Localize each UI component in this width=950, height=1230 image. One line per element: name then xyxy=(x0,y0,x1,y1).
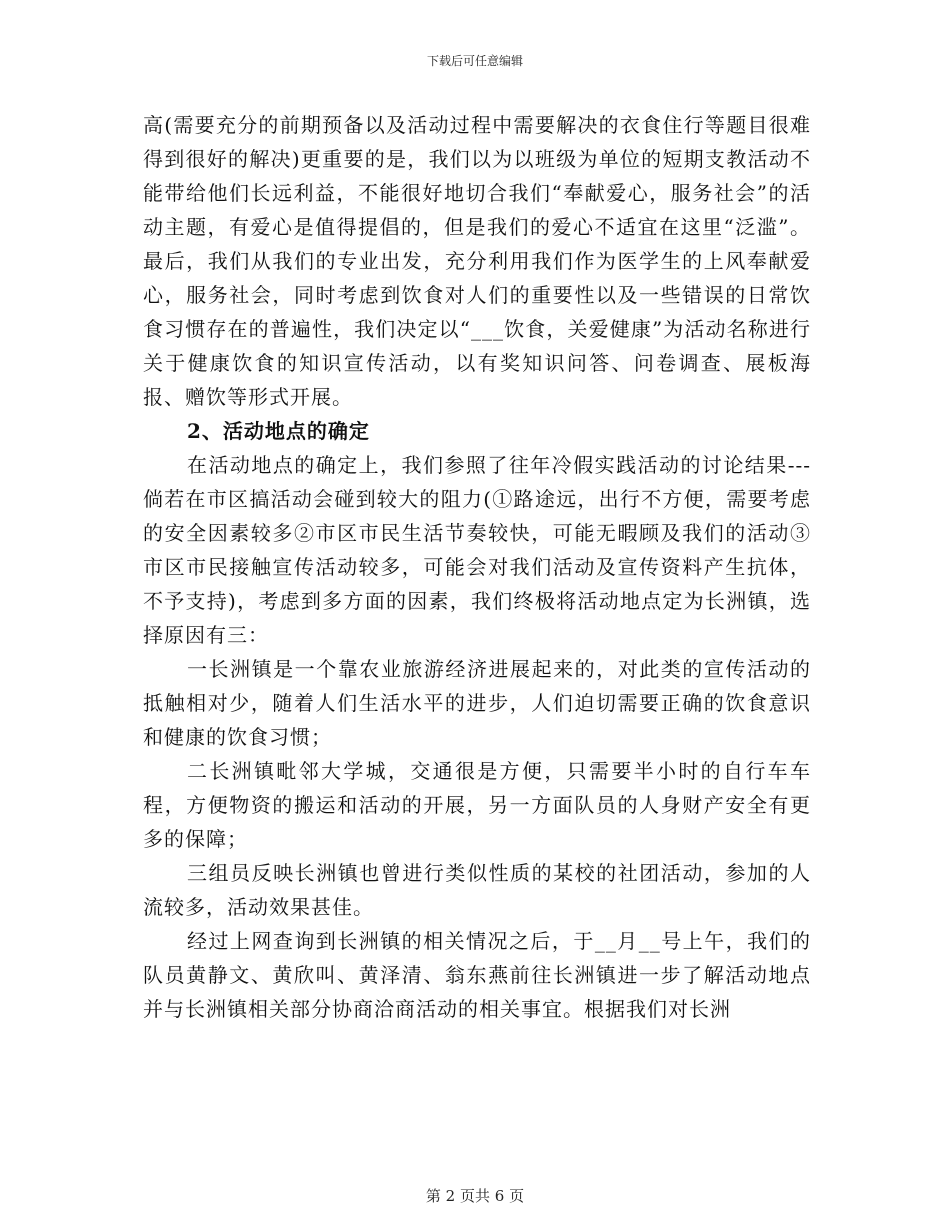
paragraph-2: 在活动地点的确定上，我们参照了往年冷假实践活动的讨论结果---倘若在市区搞活动会碰到较大的阻力(①路途远，出行不方便，需要考虑的安全因素较多②市区市民生活节奏较快，可能无暇顾及我们的活动③市区市民接触宣传活动较多，可能会对我们活动及宣传资料产生抗体，不予支持)，考虑到多方面的因素，我们终极将活动地点定为长洲镇，选择原因有三： xyxy=(143,453,811,647)
page-header: 下载后可任意编辑 xyxy=(426,54,523,68)
page-footer: 第 2 页共 6 页 xyxy=(425,1187,525,1205)
paragraph-3: 一长洲镇是一个靠农业旅游经济进展起来的，对此类的宣传活动的抵触相对少，随着人们生活水平的进步，人们迫切需要正确的饮食意识和健康的饮食习惯； xyxy=(143,657,811,749)
section-heading-2: 2、活动地点的确定 xyxy=(187,419,370,443)
paragraph-4: 二长洲镇毗邻大学城，交通很是方便，只需要半小时的自行车车程，方便物资的搬运和活动的开展，另一方面队员的人身财产安全有更多的保障； xyxy=(143,759,811,851)
paragraph-5: 三组员反映长洲镇也曾进行类似性质的某校的社团活动，参加的人流较多，活动效果甚佳。 xyxy=(143,861,811,919)
document-body xyxy=(143,108,811,1026)
paragraph-6: 经过上网查询到长洲镇的相关情况之后，于__月__号上午，我们的队员黄静文、黄欣叫、黄泽清、翁东燕前往长洲镇进一步了解活动地点并与长洲镇相关部分协商洽商活动的相关事宜。根据我们对长洲 xyxy=(143,929,811,1021)
paragraph-1: 高(需要充分的前期预备以及活动过程中需要解决的衣食住行等题目很难得到很好的解决)更重要的是，我们以为以班级为单位的短期支教活动不能带给他们长远利益，不能很好地切合我们“奉献爱心，服务社会”的活动主题，有爱心是值得提倡的，但是我们的爱心不适宜在这里“泛滥”。最后，我们从我们的专业出发，充分利用我们作为医学生的上风奉献爱心，服务社会，同时考虑到饮食对人们的重要性以及一些错误的日常饮食习惯存在的普遍性，我们决定以“___饮食，关爱健康”为活动名称进行关于健康饮食的知识宣传活动，以有奖知识问答、问卷调查、展板海报、赠饮等形式开展。 xyxy=(143,113,811,409)
